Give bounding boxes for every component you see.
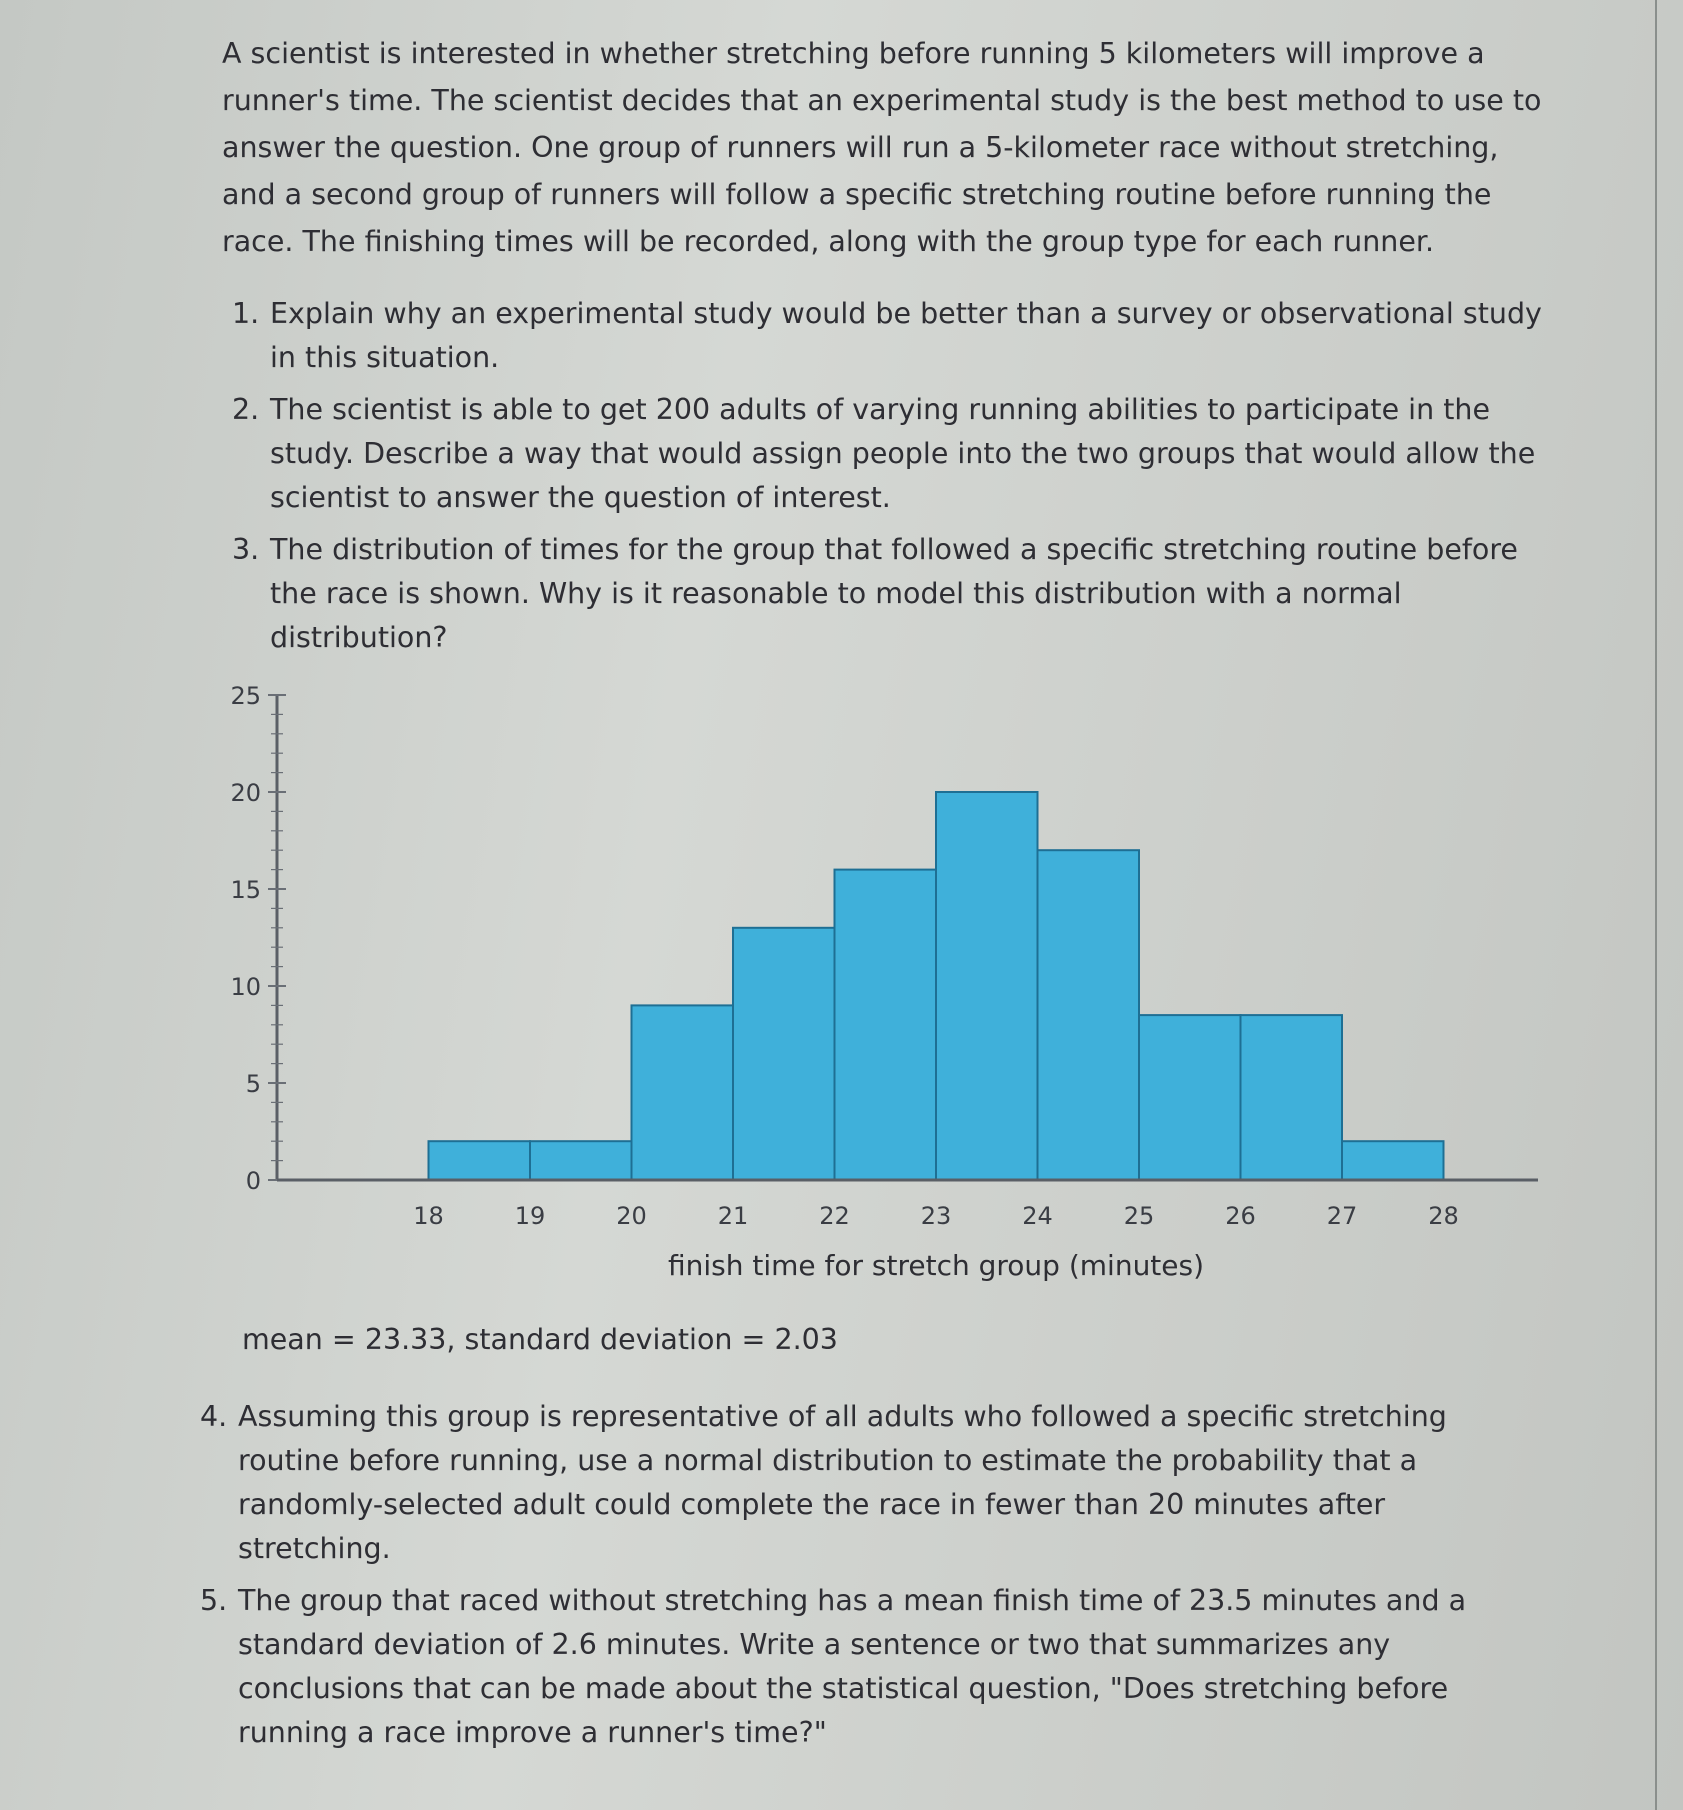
question-2	[232, 388, 1552, 520]
x-tick-label: 26	[1225, 1202, 1256, 1230]
histogram-bar	[936, 792, 1038, 1180]
histogram-bar	[835, 870, 937, 1180]
question-number: 1.	[232, 297, 260, 330]
y-tick-label: 20	[230, 779, 261, 807]
histogram-bar	[1342, 1141, 1444, 1180]
intro-paragraph: A scientist is interested in whether stretching before running 5 kilometers will improve a runner's time. The scientist decides that an experimental study is the best method to use to answer the question. One group of runners will run a 5-kilometer race without stretching, and a second group of runners will follow a specific stretching routine before running the race. The finishing times will be recorded, along with the group type for each runner.	[222, 37, 1542, 258]
y-tick-label: 25	[230, 682, 261, 710]
summary-statistics: mean = 23.33, standard deviation = 2.03	[242, 1323, 838, 1356]
x-tick-label: 25	[1123, 1202, 1155, 1230]
question-number: 3.	[232, 533, 260, 566]
histogram-chart	[230, 665, 1540, 1305]
x-tick-label: 22	[819, 1202, 850, 1230]
question-text: The distribution of times for the group that followed a specific stretching routine before the race is shown. Why is it reasonable to model this distribution with a normal distribution?	[270, 533, 1518, 654]
histogram-bar	[1241, 1015, 1343, 1180]
histogram-bar	[1139, 1015, 1241, 1180]
question-4	[200, 1395, 1520, 1571]
question-text: The scientist is able to get 200 adults of varying running abilities to participate in the study. Describe a way that would assign people into the two groups that would allow the scientist to answer the question of interest.	[270, 393, 1536, 514]
question-text: The group that raced without stretching has a mean finish time of 23.5 minutes and a standard deviation of 2.6 minutes. Write a sentence or two that summarizes any conclusions that can be made about the statistical question, "Does stretching before running a race improve a runner's time?"	[238, 1584, 1467, 1749]
x-tick-label: 19	[514, 1202, 546, 1230]
x-tick-label: 21	[717, 1202, 749, 1230]
question-5	[200, 1579, 1520, 1755]
question-text: Explain why an experimental study would be better than a survey or observational study in this situation.	[270, 297, 1542, 374]
histogram-bar	[1038, 850, 1140, 1180]
question-number: 4.	[200, 1400, 228, 1433]
x-tick-label: 23	[920, 1202, 952, 1230]
histogram-svg	[230, 665, 1540, 1305]
x-tick-label: 27	[1326, 1202, 1358, 1230]
y-tick-label: 0	[245, 1167, 261, 1195]
histogram-bar	[632, 1005, 734, 1180]
histogram-bar	[530, 1141, 632, 1180]
question-list-top	[232, 292, 1552, 660]
question-1	[232, 292, 1552, 380]
y-tick-label: 15	[230, 876, 261, 904]
frame-edge	[1655, 0, 1657, 1810]
question-text: Assuming this group is representative of all adults who followed a specific stretching routine before running, use a normal distribution to estimate the probability that a randomly-selected adult could complete the race in fewer than 20 minutes after stretching.	[238, 1400, 1447, 1565]
histogram-bar	[429, 1141, 531, 1180]
x-tick-label: 18	[413, 1202, 444, 1230]
y-tick-label: 10	[230, 973, 261, 1001]
histogram-bar	[733, 928, 835, 1180]
question-number: 2.	[232, 393, 260, 426]
x-tick-label: 20	[616, 1202, 647, 1230]
x-axis-title: finish time for stretch group (minutes)	[667, 1249, 1205, 1282]
x-tick-label: 24	[1022, 1202, 1053, 1230]
question-number: 5.	[200, 1584, 228, 1617]
x-tick-label: 28	[1428, 1202, 1459, 1230]
y-tick-label: 5	[245, 1070, 261, 1098]
question-list-bottom	[200, 1395, 1520, 1755]
question-3	[232, 528, 1552, 660]
